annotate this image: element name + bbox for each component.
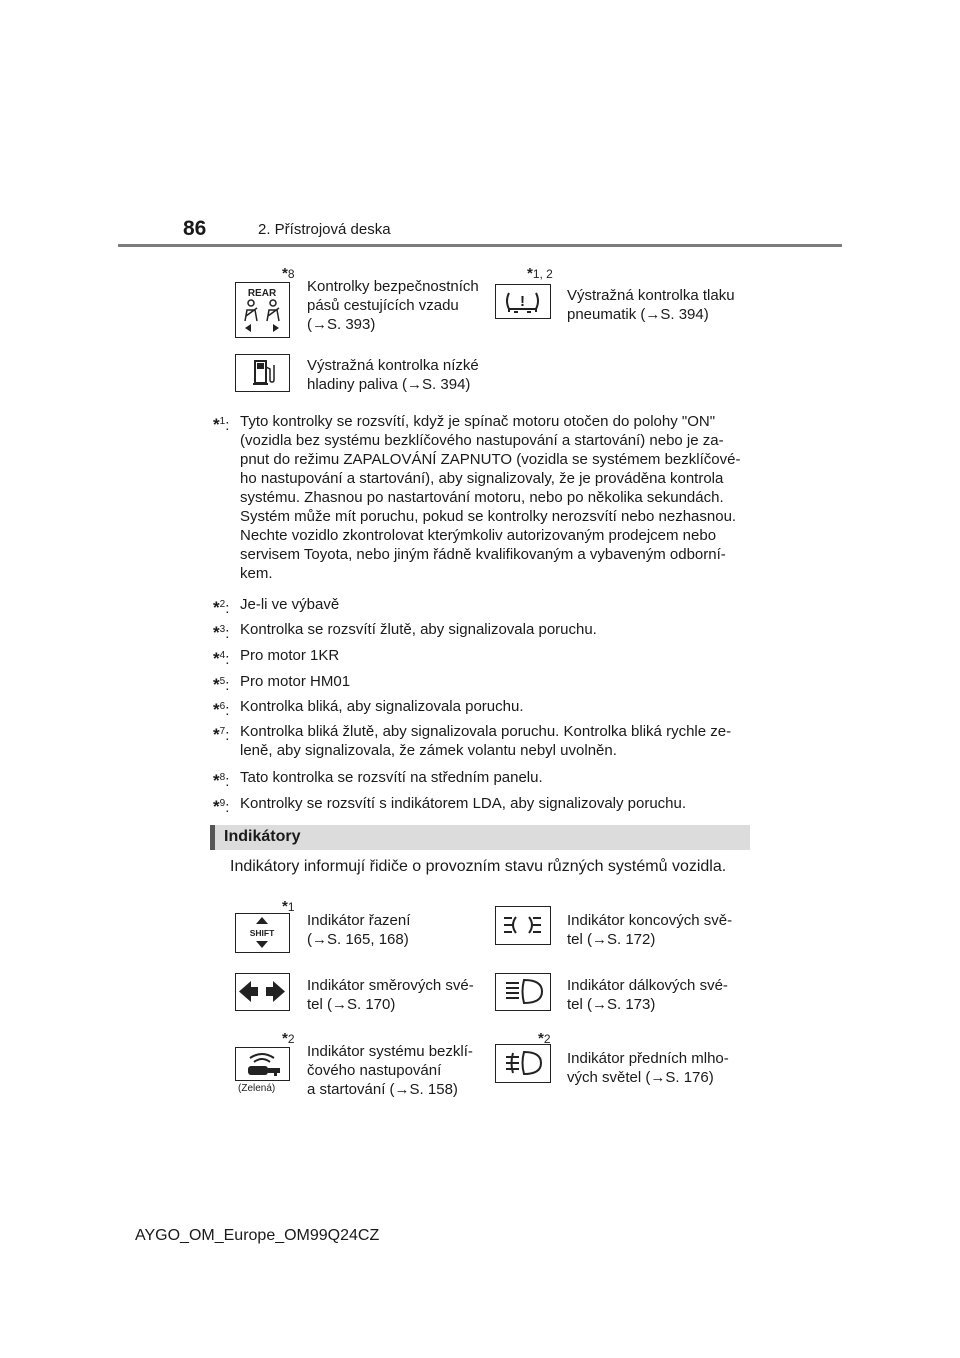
section-intro: Indikátory informují řidiče o provozním stavu různých systémů vozidla.	[230, 858, 727, 875]
smart-key-indicator-icon	[235, 1047, 290, 1081]
smart-key-description: Indikátor systému bezklí- čového nastupování a startování (→S. 158)	[307, 1043, 473, 1098]
rear-seatbelt-reminder-icon	[235, 282, 290, 338]
tire-pressure-warning-icon	[495, 284, 551, 319]
svg-text:REAR: REAR	[247, 288, 277, 299]
tail-light-description: Indikátor koncových svě- tel (→S. 172)	[567, 912, 733, 948]
tail-light-indicator-icon	[495, 906, 551, 945]
front-fog-description: Indikátor předních mlho- vých světel (→S. 176)	[567, 1050, 729, 1086]
header-rule	[118, 244, 842, 247]
high-beam-description: Indikátor dálkových své- tel (→S. 173)	[567, 977, 728, 1013]
fuel-description: Výstražná kontrolka nízké hladiny paliva (→S. 394)	[307, 357, 479, 393]
rear-belt-description: Kontrolky bezpečnostních pásů cestujících vzadu (→S. 393)	[307, 278, 479, 333]
footnote-5: *$^5$: Pro motor HM01	[213, 673, 351, 694]
footnote-7: *$^7$: Kontrolka bliká žlutě, aby signalizovala poruchu. Kontrolka bliká rychle ze- leně, aby signalizovala, že zámek volantu nebyl uvolněn.	[213, 723, 732, 759]
tire-description: Výstražná kontrolka tlaku pneumatik (→S. 394)	[567, 287, 735, 323]
footnote-star: *1, 2	[527, 265, 553, 282]
turn-signal-indicator-icon	[235, 973, 290, 1011]
high-beam-indicator-icon	[495, 973, 551, 1011]
footnote-2: *$^2$: Je-li ve výbavě	[213, 596, 340, 617]
svg-text:SHIFT: SHIFT	[249, 928, 275, 938]
footnote-4: *$^4$: Pro motor 1KR	[213, 647, 340, 668]
footnote-9: *$^9$: Kontrolky se rozsvítí s indikátorem LDA, aby signalizovaly poruchu.	[213, 795, 687, 816]
footnote-star: *2	[538, 1030, 551, 1047]
chapter-title: 2. Přístrojová deska	[258, 221, 391, 238]
section-title: Indikátory	[224, 828, 301, 845]
footnote-star: *2	[282, 1030, 295, 1047]
low-fuel-icon	[235, 354, 290, 392]
footnote-3: *$^3$: Kontrolka se rozsvítí žlutě, aby signalizovala poruchu.	[213, 621, 597, 642]
front-fog-indicator-icon	[495, 1044, 551, 1083]
shift-indicator-icon	[235, 913, 290, 953]
footnote-6: *$^6$: Kontrolka bliká, aby signalizovala poruchu.	[213, 698, 524, 719]
footnote-star: *8	[282, 265, 295, 282]
turn-signal-description: Indikátor směrových své- tel (→S. 170)	[307, 977, 474, 1013]
document-code: AYGO_OM_Europe_OM99Q24CZ	[135, 1227, 380, 1244]
shift-description: Indikátor řazení (→S. 165, 168)	[307, 912, 411, 948]
green-label: (Zelená)	[238, 1083, 276, 1094]
svg-text:!: !	[520, 293, 525, 310]
footnote-8: *$^8$: Tato kontrolka se rozsvítí na středním panelu.	[213, 769, 543, 790]
footnote-1: *$^1$: Tyto kontrolky se rozsvítí, když je spínač motoru otočen do polohy "ON" (vozidla bez systému bezklíčového nastupování a startování) nebo je za- pnut do režimu ZAPALOVÁNÍ ZAPNUTO (vozidla se systémem bezklíčové- ho nastupování a startování), aby signalizovaly, že je prováděna kontrola systému. Zhasnou po nastartování motoru, nebo po několika sekundách. Systém může mít poruchu, pokud se kontrolky nerozsvítí nebo nezhasnou. Nechte vozidlo zkontrolovat kterýmkoliv autorizovaným prodejcem nebo servisem Toyota, nebo jiným řádně kvalifikovaným a vybaveným odborní- kem.	[213, 413, 741, 582]
page-number: 86	[183, 217, 207, 240]
footnote-star: *1	[282, 898, 295, 915]
